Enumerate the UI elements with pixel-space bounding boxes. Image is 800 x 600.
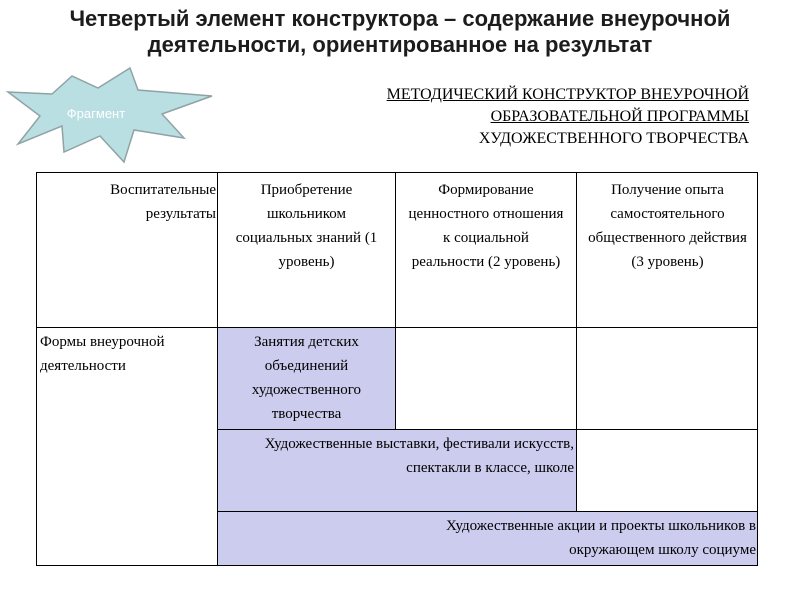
subtitle-line-3: ХУДОЖЕСТВЕННОГО ТВОРЧЕСТВА <box>478 130 749 147</box>
corner-header: Воспитательные результаты <box>110 182 216 222</box>
column-header-level-1: Приобретение школьником социальных знаний (1 уровень) <box>235 182 378 270</box>
slide-title-line-1: Четвертый элемент конструктора – содержание внеурочной <box>69 6 731 31</box>
badge-label: Фрагмент <box>66 106 126 121</box>
program-subtitle <box>300 84 749 150</box>
row-header-forms: Формы внеурочной деятельности <box>40 334 165 374</box>
slide-title <box>0 6 800 58</box>
subtitle-line-1: МЕТОДИЧЕСКИЙ КОНСТРУКТОР ВНЕУРОЧНОЙ <box>386 86 749 103</box>
form-1-label: Занятия детских объединений художественного творчества <box>251 334 362 422</box>
subtitle-line-2: ОБРАЗОВАТЕЛЬНОЙ ПРОГРАММЫ <box>490 108 749 125</box>
form-2-label: Художественные выставки, фестивали искусств, спектакли в классе, школе <box>264 436 574 476</box>
column-header-level-3: Получение опыта самостоятельного общественного действия (3 уровень) <box>588 182 747 270</box>
constructor-table <box>36 172 758 566</box>
form-3-label: Художественные акции и проекты школьников в окружающем школу социуме <box>445 518 756 558</box>
slide-title-line-2: деятельности, ориентированное на результат <box>147 32 653 57</box>
column-header-level-2: Формирование ценностного отношения к социальной реальности (2 уровень) <box>408 182 564 270</box>
